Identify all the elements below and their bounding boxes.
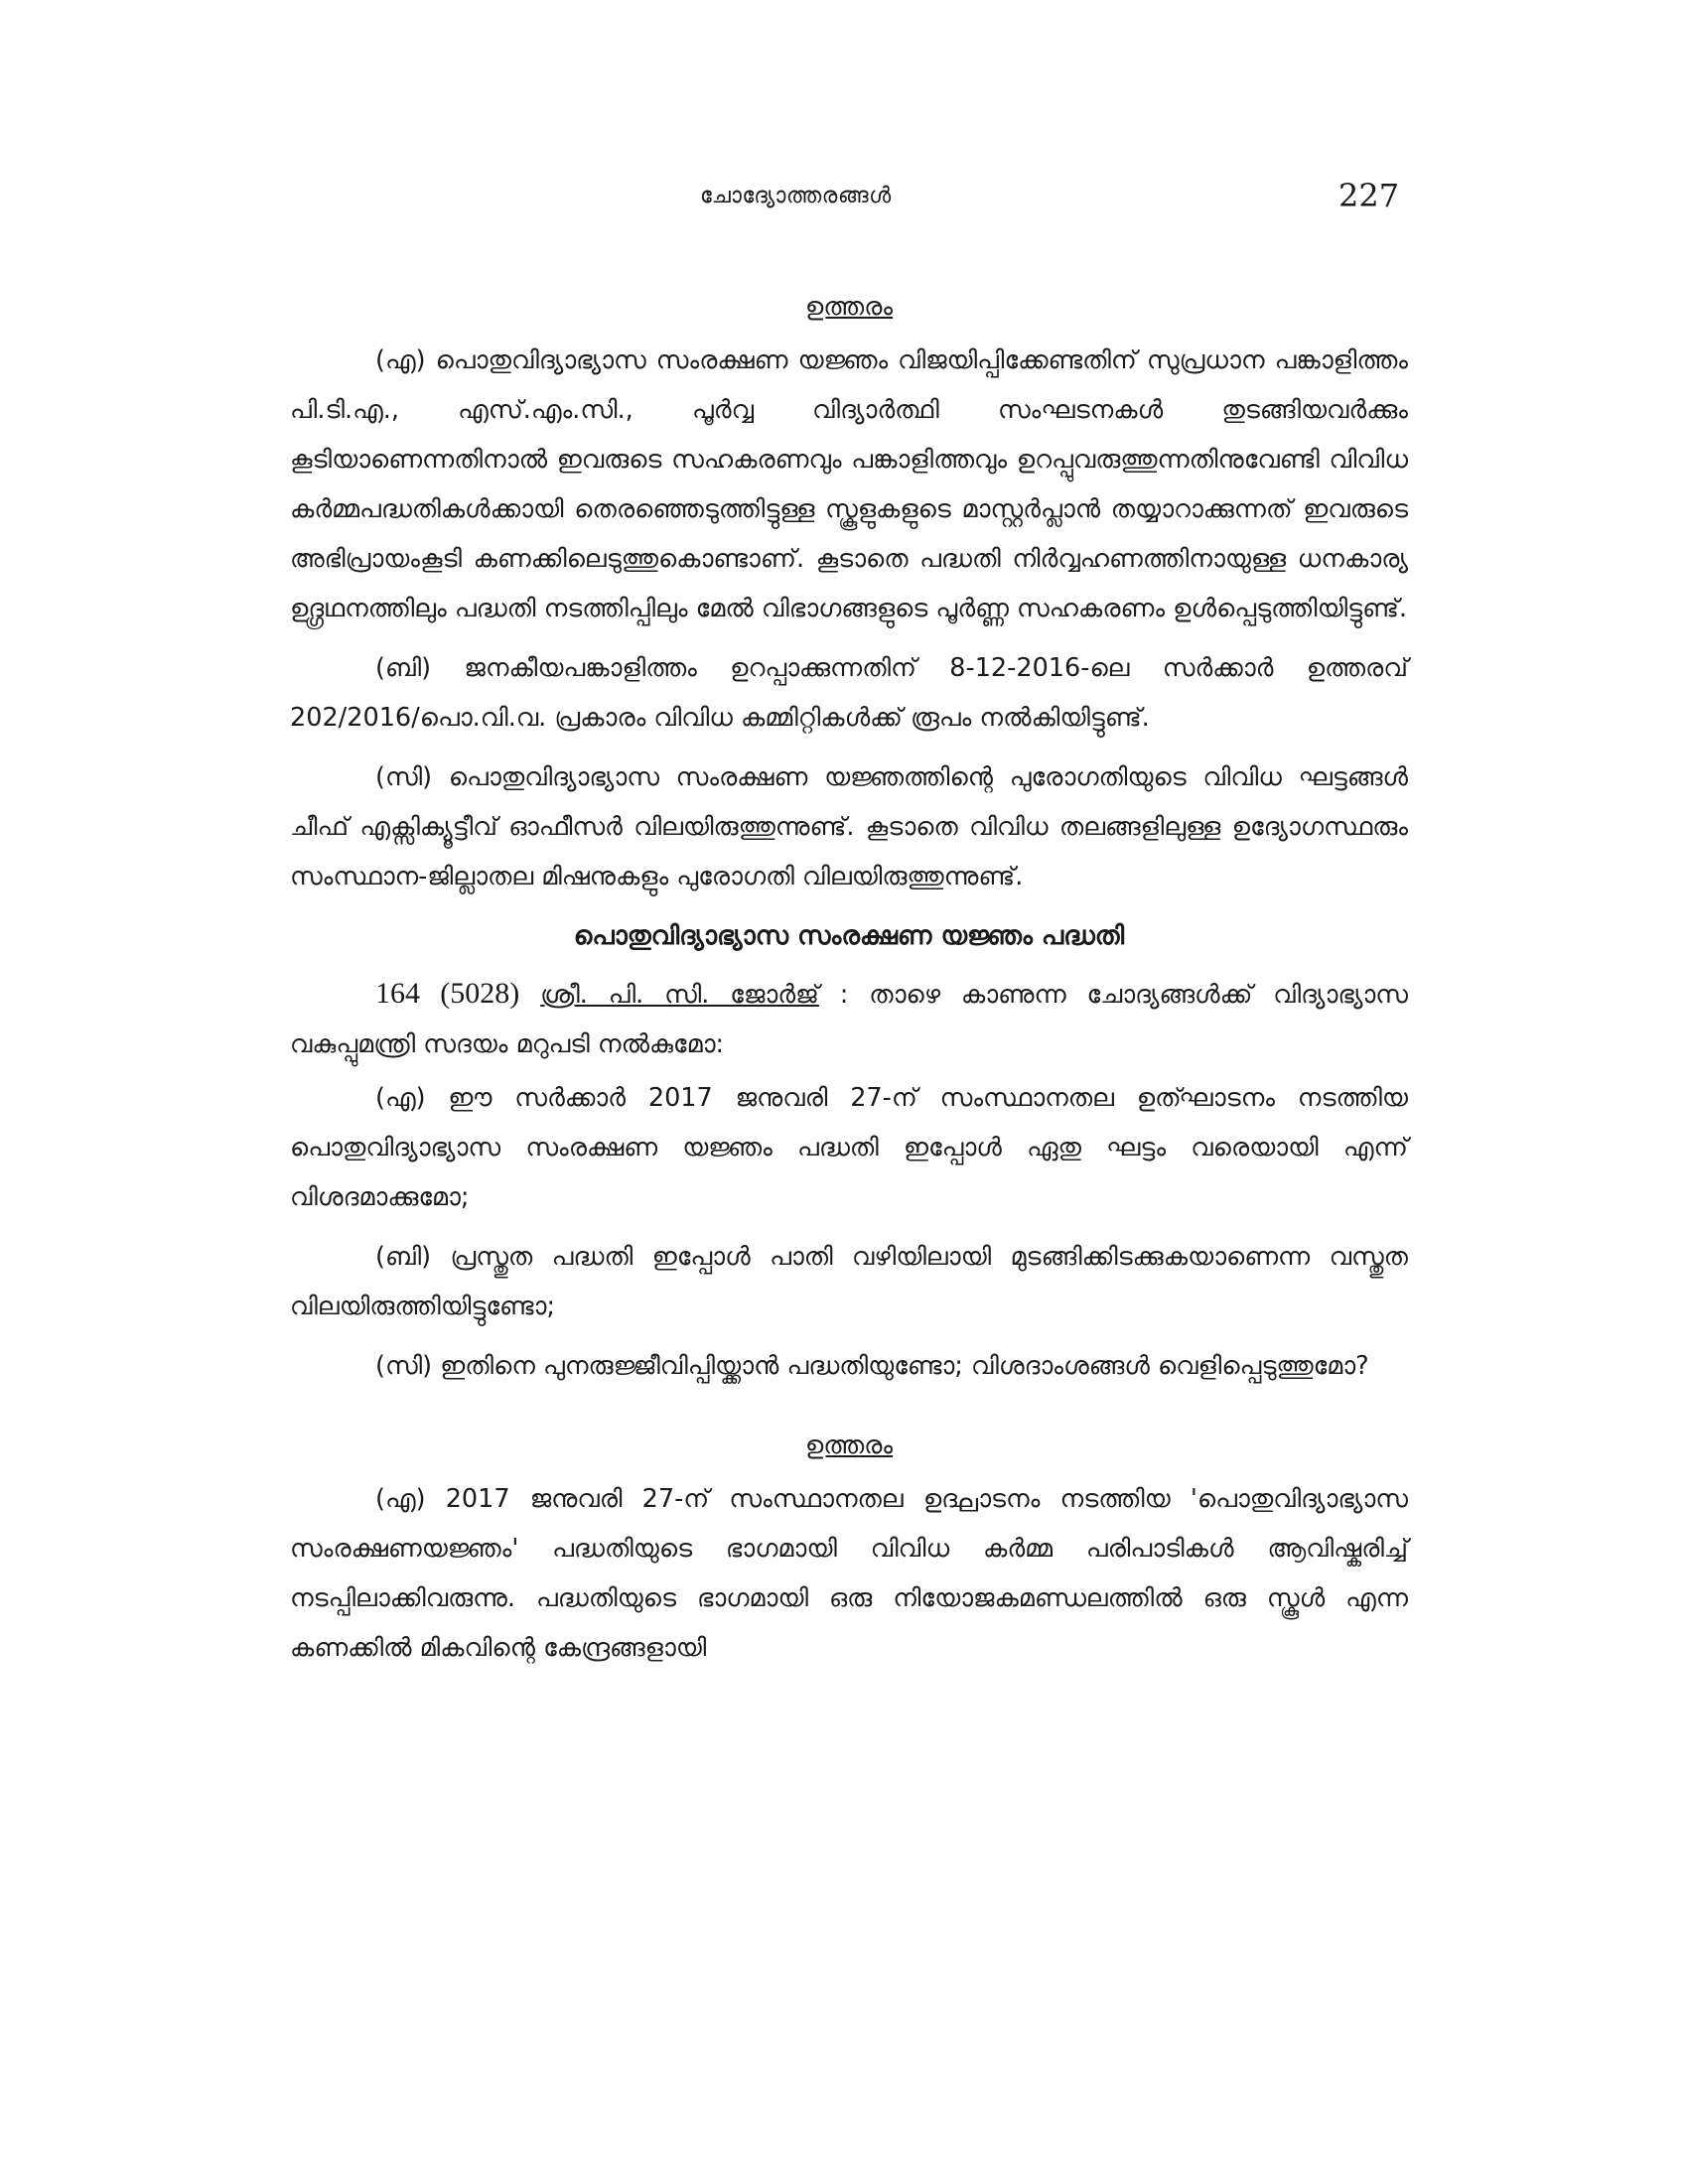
answer-heading: ഉത്തരം: [804, 292, 894, 322]
running-title: ചോദ്യോത്തരങ്ങൾ: [700, 184, 892, 208]
answer2-para-a: (എ) 2017 ജനുവരി 27-ന് സംസ്ഥാനതല ഉദ്ഘാടനം നടത്തിയ 'പൊതുവിദ്യാഭ്യാസ സംരക്ഷണയജ്ഞം' പദ്ധതിയുടെ ഭാഗമായി വിവിധ കർമ്മ പരിപാടികൾ ആവിഷ്കരിച്ച് നടപ്പിലാക്കിവരുന്നു. പദ്ധതിയുടെ ഭാഗമായി ഒരു നിയോജകമണ്ഡലത്തിൽ ഒരു സ്കൂൾ എന്ന കണക്കിൽ മികവിന്റെ കേന്ദ്രങ്ങളായി: [290, 1484, 1408, 1663]
question-part-a: (എ) ഈ സർക്കാർ 2017 ജനുവരി 27-ന് സംസ്ഥാനതല ഉത്ഘാടനം നടത്തിയ പൊതുവിദ്യാഭ്യാസ സംരക്ഷണ യജ്ഞം പദ്ധതി ഇപ്പോൾ ഏതു ഘട്ടം വരെയായി എന്ന് വിശദമാക്കുമോ;: [290, 1083, 1408, 1212]
question-intro-text: : താഴെ കാണുന്ന ചോദ്യങ്ങൾക്ക് വിദ്യാഭ്യാസ വകുപ്പുമന്ത്രി സദയം മറുപടി നൽകുമോ:: [290, 980, 1408, 1059]
question-number: 164 (5028): [375, 977, 520, 1010]
question-part-b: (ബി) പ്രസ്തുത പദ്ധതി ഇപ്പോൾ പാതി വഴിയിലായി മുടങ്ങിക്കിടക്കുകയാണെന്ന വസ്തുത വിലയിരുത്തിയിട്ടുണ്ടോ;: [290, 1242, 1408, 1321]
question-intro: [290, 969, 1408, 1069]
member-name: ശ്രീ. പി. സി. ജോർജ്: [540, 980, 819, 1010]
page-number: 227: [1338, 177, 1400, 214]
answer-para-c: (സി) പൊതുവിദ്യാഭ്യാസ സംരക്ഷണ യജ്ഞത്തിന്റെ പുരോഗതിയുടെ വിവിധ ഘട്ടങ്ങൾ ചീഫ് എക്സിക്യൂട്ടീവ് ഓഫീസർ വിലയിരുത്തുന്നുണ്ട്. കൂടാതെ വിവിധ തലങ്ങളിലുള്ള ഉദ്യോഗസ്ഥരും സംസ്ഥാന-ജില്ലാതല മിഷനുകളും പുരോഗതി വിലയിരുത്തുന്നുണ്ട്.: [290, 762, 1408, 891]
question-title: പൊതുവിദ്യാഭ്യാസ സംരക്ഷണ യജ്ഞം പദ്ധതി: [573, 921, 1125, 951]
document-body: [290, 278, 1408, 1683]
answer-heading-2: ഉത്തരം: [804, 1431, 894, 1460]
question-part-c: (സി) ഇതിനെ പുനരുജ്ജീവിപ്പിയ്ക്കാൻ പദ്ധതിയുണ്ടോ; വിശദാംശങ്ങൾ വെളിപ്പെടുത്തുമോ?: [375, 1351, 1369, 1381]
answer-para-b: (ബി) ജനകീയപങ്കാളിത്തം ഉറപ്പാക്കുന്നതിന് 8-12-2016-ലെ സർക്കാർ ഉത്തരവ് 202/2016/പൊ.വി.വ. പ്രകാരം വിവിധ കമ്മിറ്റികൾക്ക് രൂപം നൽകിയിട്ടുണ്ട്.: [290, 653, 1408, 733]
answer-para-a: (എ) പൊതുവിദ്യാഭ്യാസ സംരക്ഷണ യജ്ഞം വിജയിപ്പിക്കേണ്ടതിന് സുപ്രധാന പങ്കാളിത്തം പി.ടി.എ., എസ്.എം.സി., പൂർവ്വ വിദ്യാർത്ഥി സംഘടനകൾ തുടങ്ങിയവർക്കും കൂടിയാണെന്നതിനാൽ ഇവരുടെ സഹകരണവും പങ്കാളിത്തവും ഉറപ്പുവരുത്തുന്നതിനുവേണ്ടി വിവിധ കർമ്മപദ്ധതികൾക്കായി തെരഞ്ഞെടുത്തിട്ടുള്ള സ്കൂളുകളുടെ മാസ്റ്റർപ്ലാൻ തയ്യാറാക്കുന്നത് ഇവരുടെ അഭിപ്രായംകൂടി കണക്കിലെടുത്തുകൊണ്ടാണ്. കൂടാതെ പദ്ധതി നിർവ്വഹണത്തിനായുള്ള ധനകാര്യ ഉദ്ഗ്രഥനത്തിലും പദ്ധതി നടത്തിപ്പിലും മേൽ വിഭാഗങ്ങളുടെ പൂർണ്ണ സഹകരണം ഉൾപ്പെടുത്തിയിട്ടുണ്ട്.: [290, 345, 1408, 623]
